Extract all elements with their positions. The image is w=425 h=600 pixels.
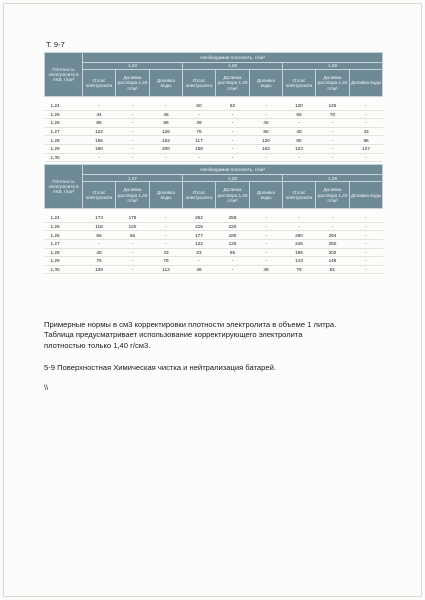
value-cell: 62 <box>216 102 250 110</box>
density-cell: 1,25 <box>45 222 83 231</box>
value-cell: 70 <box>316 110 350 119</box>
value-cell: 123 <box>283 144 316 153</box>
density-cell: 1,24 <box>45 214 83 222</box>
value-cell: - <box>83 102 116 110</box>
table-row <box>45 222 383 231</box>
value-cell: - <box>316 136 350 145</box>
table-row <box>45 127 383 136</box>
value-cell: 190 <box>83 144 116 153</box>
value-cell: 294 <box>316 231 350 240</box>
value-cell: 180 <box>216 231 250 240</box>
section-heading: 5-9 Поверхностная Химическая чистка и нейтрализация батарей. <box>44 363 276 372</box>
value-cell: - <box>283 153 316 162</box>
value-cell: 63 <box>183 248 216 257</box>
density-cell: 1,30 <box>45 265 83 274</box>
density-group-header: 1,29 <box>283 175 383 182</box>
required-density-title: Необходимая плотность, г/см³ <box>83 165 383 175</box>
density-group-header: 1,28 <box>183 175 283 182</box>
value-cell: 43 <box>150 248 183 257</box>
value-cell: - <box>350 153 383 162</box>
value-cell: - <box>150 231 183 240</box>
value-cell: 120 <box>283 102 316 110</box>
value-cell: 162 <box>150 136 183 145</box>
density-cell: 1,28 <box>45 136 83 145</box>
value-cell: - <box>316 144 350 153</box>
value-cell: - <box>150 102 183 110</box>
density-cell: 1,26 <box>45 231 83 240</box>
density-cell: 1,26 <box>45 119 83 128</box>
value-cell: 60 <box>183 102 216 110</box>
value-cell: - <box>250 239 283 248</box>
value-cell: 177 <box>183 231 216 240</box>
table-section-1-body <box>45 97 383 162</box>
table-row <box>45 144 383 153</box>
table-row <box>45 102 383 110</box>
correction-table-container <box>44 52 382 274</box>
value-cell: - <box>350 257 383 266</box>
value-cell: - <box>116 153 150 162</box>
table-note <box>44 320 394 351</box>
value-cell: - <box>283 222 316 231</box>
value-cell: 36 <box>183 265 216 274</box>
value-cell: 148 <box>316 257 350 266</box>
table-row <box>45 136 383 145</box>
value-cell: - <box>250 110 283 119</box>
value-cell: - <box>283 119 316 128</box>
value-cell: 78 <box>150 257 183 266</box>
value-cell: 66 <box>116 231 150 240</box>
value-cell: 127 <box>350 144 383 153</box>
value-cell: - <box>150 153 183 162</box>
density-cell: 1,28 <box>45 248 83 257</box>
column-header: Доливка воды <box>250 182 283 209</box>
value-cell: 76 <box>183 127 216 136</box>
table-row <box>45 231 383 240</box>
value-cell: 40 <box>283 127 316 136</box>
value-cell: 40 <box>83 248 116 257</box>
value-cell: - <box>116 119 150 128</box>
value-cell: - <box>150 239 183 248</box>
value-cell: 196 <box>283 248 316 257</box>
value-cell: 44 <box>83 110 116 119</box>
density-cell: 1,27 <box>45 127 83 136</box>
table-row <box>45 110 383 119</box>
value-cell: - <box>216 119 250 128</box>
value-cell: - <box>350 265 383 274</box>
value-cell: - <box>350 214 383 222</box>
column-header: Отсос электролита <box>83 70 116 97</box>
density-cell: 1,24 <box>45 102 83 110</box>
value-cell: - <box>316 222 350 231</box>
column-header: Отсос электролита <box>283 182 316 209</box>
value-cell: 250 <box>316 239 350 248</box>
value-cell: - <box>216 110 250 119</box>
value-cell: 75 <box>83 257 116 266</box>
value-cell: 88 <box>150 119 183 128</box>
column-header: Доливка воды <box>350 182 383 209</box>
value-cell: - <box>250 214 283 222</box>
column-header: Доливка раствора 1,40 г/см³ <box>216 182 250 209</box>
value-cell: - <box>250 102 283 110</box>
table-row <box>45 257 383 266</box>
value-cell: - <box>316 127 350 136</box>
density-group-header: 1,27 <box>83 175 183 182</box>
value-cell: 175 <box>116 214 150 222</box>
value-cell: 120 <box>250 136 283 145</box>
density-column-header: Плотность электролита в АКБ, г/см³ <box>45 53 83 97</box>
column-header: Доливка раствора 1,40 г/см³ <box>316 182 350 209</box>
stray-mark: \\ <box>44 383 49 392</box>
column-header: Доливка воды <box>150 70 183 97</box>
value-cell: - <box>183 257 216 266</box>
table-row <box>45 153 383 162</box>
column-header: Отсос электролита <box>183 70 216 97</box>
value-cell: 220 <box>216 222 250 231</box>
value-cell: - <box>350 231 383 240</box>
density-column-header: Плотность электролита в АКБ, г/см³ <box>45 165 83 209</box>
value-cell: 156 <box>83 136 116 145</box>
value-cell: 200 <box>150 144 183 153</box>
density-cell: 1,30 <box>45 153 83 162</box>
value-cell: - <box>116 248 150 257</box>
page-label: Т. 9-7 <box>46 40 65 49</box>
value-cell: 65 <box>283 110 316 119</box>
value-cell: 122 <box>83 127 116 136</box>
value-cell: 43 <box>350 127 383 136</box>
value-cell: - <box>216 144 250 153</box>
column-header: Доливка воды <box>150 182 183 209</box>
value-cell: - <box>150 214 183 222</box>
density-cell: 1,29 <box>45 257 83 266</box>
value-cell: 290 <box>283 231 316 240</box>
column-header: Доливка воды <box>250 70 283 97</box>
value-cell: 85 <box>83 119 116 128</box>
value-cell: - <box>250 231 283 240</box>
value-cell: 158 <box>183 144 216 153</box>
value-cell: - <box>116 239 150 248</box>
table-note-line: Примерные нормы в см3 корректировки плотности электролита в объеме 1 литра. <box>44 320 337 329</box>
value-cell: - <box>216 265 250 274</box>
value-cell: - <box>216 153 250 162</box>
value-cell: - <box>250 257 283 266</box>
value-cell: - <box>116 257 150 266</box>
table-row <box>45 119 383 128</box>
value-cell: - <box>150 222 183 231</box>
column-header: Доливка воды <box>350 70 383 97</box>
column-header: Доливка раствора 1,40 г/см³ <box>116 182 150 209</box>
value-cell: - <box>316 153 350 162</box>
value-cell: - <box>116 136 150 145</box>
value-cell: - <box>216 257 250 266</box>
value-cell: 79 <box>283 265 316 274</box>
column-header: Отсос электролита <box>283 70 316 97</box>
value-cell: 143 <box>283 257 316 266</box>
column-header: Доливка раствора 1,40 г/см³ <box>316 70 350 97</box>
value-cell: - <box>183 110 216 119</box>
value-cell: - <box>350 102 383 110</box>
density-group-header: 1,24 <box>83 63 183 70</box>
value-cell: 113 <box>150 265 183 274</box>
table-note-line: Таблица предусматривает использование корректирующего электролита <box>44 330 303 340</box>
value-cell: - <box>116 127 150 136</box>
table-section-2-body <box>45 209 383 274</box>
column-header: Отсос электролита <box>183 182 216 209</box>
value-cell: 173 <box>83 214 116 222</box>
value-cell: 125 <box>316 102 350 110</box>
value-cell: - <box>350 222 383 231</box>
value-cell: 65 <box>216 248 250 257</box>
value-cell: 258 <box>216 214 250 222</box>
table-note-line: плотностью только 1,40 г/см3. <box>44 340 151 350</box>
value-cell: - <box>250 248 283 257</box>
value-cell: 215 <box>183 222 216 231</box>
value-cell: 86 <box>350 136 383 145</box>
value-cell: - <box>350 239 383 248</box>
value-cell: - <box>116 144 150 153</box>
table-row <box>45 239 383 248</box>
density-cell: 1,25 <box>45 110 83 119</box>
value-cell: - <box>83 153 116 162</box>
value-cell: - <box>250 153 283 162</box>
value-cell: - <box>250 222 283 231</box>
value-cell: 80 <box>250 127 283 136</box>
density-group-header: 1,26 <box>283 63 383 70</box>
value-cell: 252 <box>183 214 216 222</box>
value-cell: - <box>116 110 150 119</box>
value-cell: - <box>350 119 383 128</box>
column-header: Доливка раствора 1,40 г/см³ <box>216 70 250 97</box>
value-cell: - <box>316 214 350 222</box>
value-cell: 80 <box>283 136 316 145</box>
value-cell: - <box>316 119 350 128</box>
value-cell: 202 <box>316 248 350 257</box>
column-header: Отсос электролита <box>83 182 116 209</box>
table-row <box>45 248 383 257</box>
value-cell: 117 <box>183 136 216 145</box>
value-cell: 39 <box>183 119 216 128</box>
value-cell: 246 <box>283 239 316 248</box>
value-cell: - <box>283 214 316 222</box>
table-row <box>45 214 383 222</box>
correction-table <box>44 52 383 274</box>
value-cell: 126 <box>150 127 183 136</box>
value-cell: - <box>350 248 383 257</box>
value-cell: - <box>116 265 150 274</box>
value-cell: 118 <box>83 222 116 231</box>
value-cell: - <box>216 136 250 145</box>
value-cell: 40 <box>250 119 283 128</box>
value-cell: 45 <box>150 110 183 119</box>
value-cell: 38 <box>250 265 283 274</box>
value-cell: 120 <box>116 222 150 231</box>
value-cell: - <box>183 153 216 162</box>
value-cell: 126 <box>216 239 250 248</box>
density-group-header: 1,26 <box>183 63 283 70</box>
density-cell: 1,27 <box>45 239 83 248</box>
value-cell: 122 <box>183 239 216 248</box>
value-cell: - <box>116 102 150 110</box>
value-cell: - <box>83 239 116 248</box>
value-cell: 81 <box>316 265 350 274</box>
value-cell: 109 <box>83 265 116 274</box>
value-cell: 65 <box>83 231 116 240</box>
value-cell: - <box>216 127 250 136</box>
column-header: Доливка раствора 1,40 г/см³ <box>116 70 150 97</box>
value-cell: 162 <box>250 144 283 153</box>
density-cell: 1,29 <box>45 144 83 153</box>
table-row <box>45 265 383 274</box>
value-cell: - <box>350 110 383 119</box>
required-density-title: Необходимая плотность, г/см³ <box>83 53 383 63</box>
